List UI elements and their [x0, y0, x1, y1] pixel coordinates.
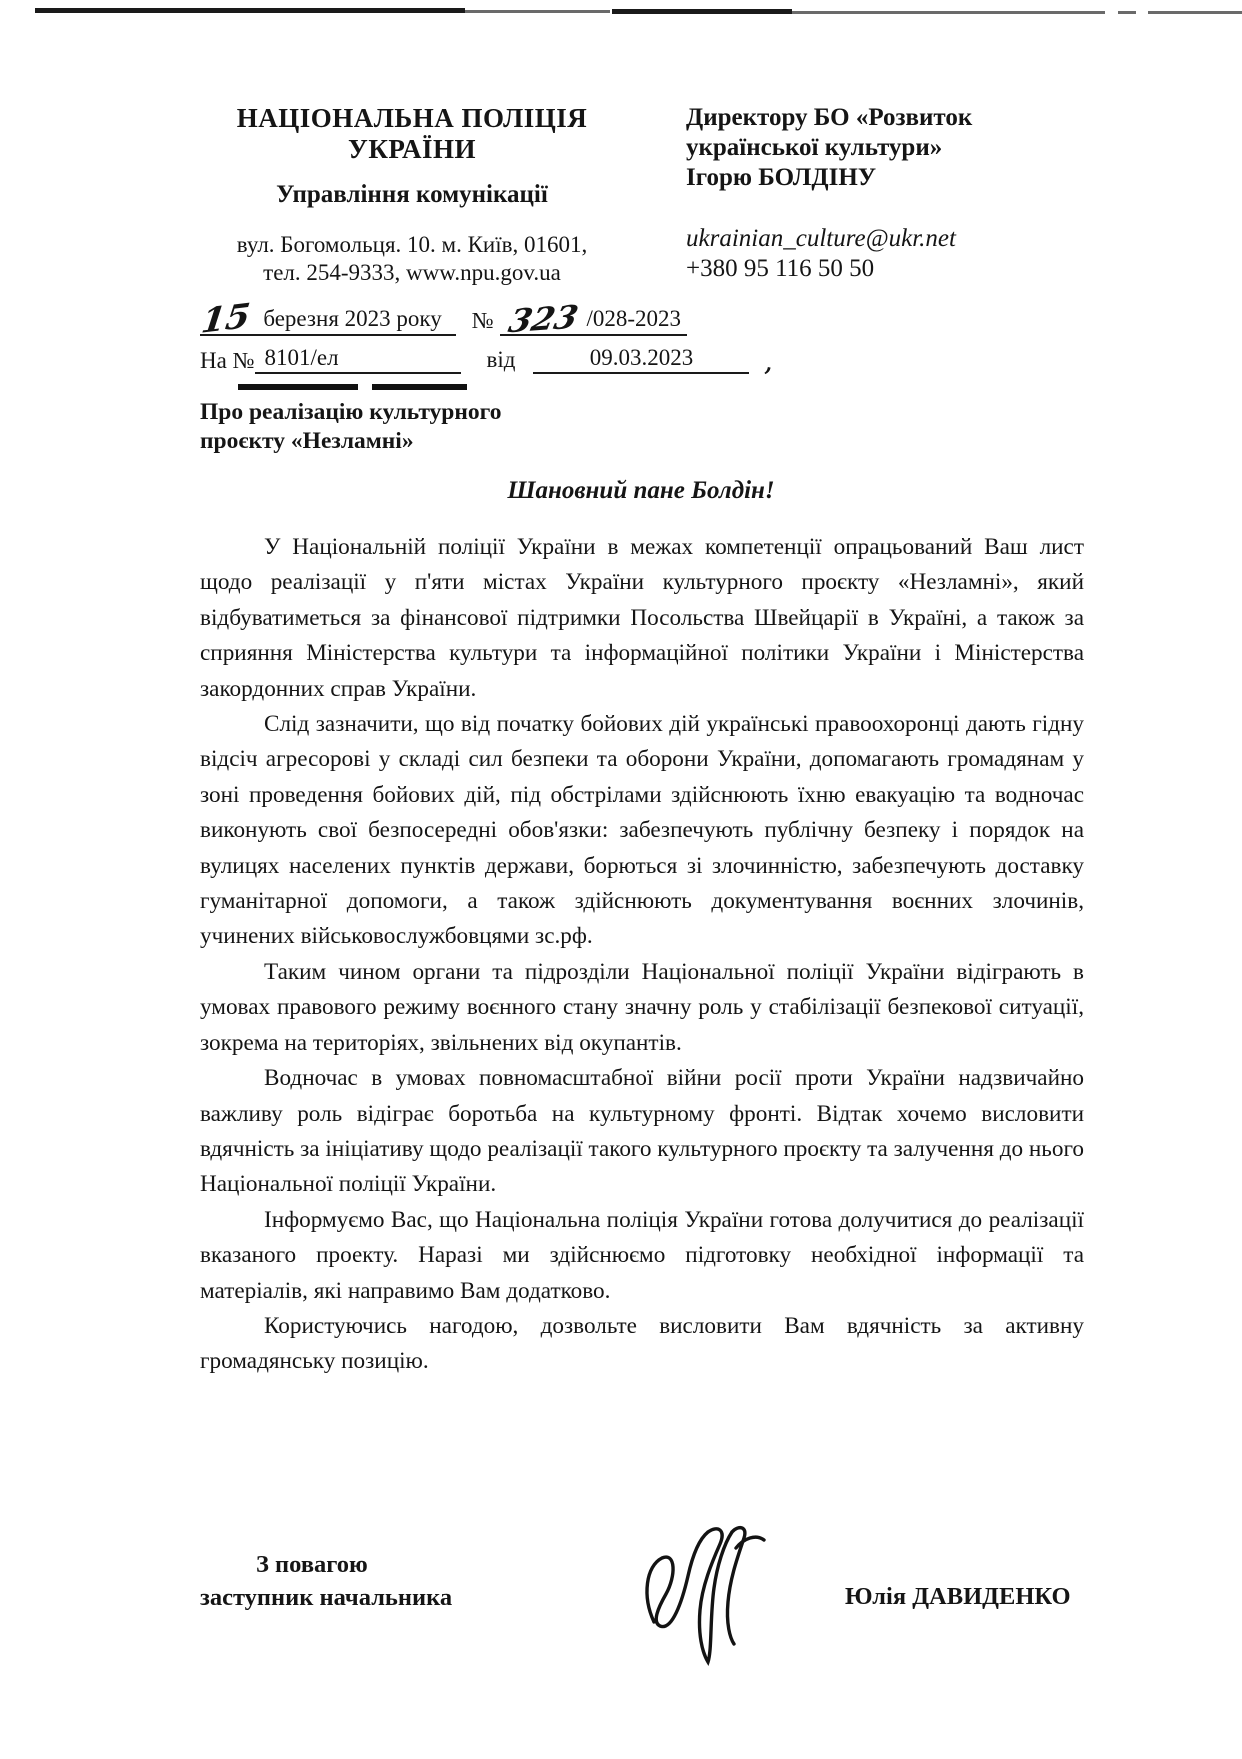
- handwritten-number: 323: [505, 297, 582, 341]
- scan-artifact-underline: [238, 384, 358, 390]
- recipient-phone: +380 95 116 50 50: [686, 255, 875, 282]
- subject-line1: Про реалізацію культурного: [200, 399, 502, 425]
- org-phone-web: тел. 254-9333, www.npu.gov.ua: [263, 260, 561, 285]
- closing-line1: З повагою: [256, 1551, 368, 1578]
- subject-line2: проєкту «Незламні»: [200, 428, 414, 454]
- signer-name: Юлія ДАВИДЕНКО: [845, 1583, 1071, 1610]
- scan-artifact-underline: [372, 384, 467, 390]
- handwritten-day: 15: [198, 296, 253, 342]
- reply-number: 8101/ел: [255, 345, 461, 374]
- paragraph: Інформуємо Вас, що Національна поліція України готова долучитися до реалізації вказаного проекту. Наразі ми здійснюємо підготовку необхідної інформації та матеріалів, які направимо Вам додатково.: [200, 1206, 1084, 1304]
- subject: [200, 398, 560, 456]
- scan-artifact-topline: [35, 8, 465, 13]
- paragraph: Слід зазначити, що від початку бойових дій українські правоохоронці дають гідну відсіч агресорові у складі сил безпеки та оборони України, допомагають громадянам у зоні проведення бойових дій, під обстрілами здійснюють їхню евакуацію та водночас виконують свої безпосередні обов'язки: забезпечують публічну безпеку і порядок на вулицях населених пунктів держави, борються зі злочинністю, забезпечують доставку гуманітарної допомоги, а також здійснюють документування воєнних злочинів, учинених військовослужбовцями зс.рф.: [200, 711, 1084, 950]
- closing-block: [200, 1548, 530, 1614]
- reply-label: На №: [200, 348, 255, 373]
- paragraph: У Національній поліції України в межах компетенції опрацьований Ваш лист щодо реалізації у п'яти містах України культурного проєкту «Незламні», який відбуватиметься за фінансової підтримки Посольства Швейцарії в Україні, а також за сприяння Міністерства культури та інформаційної політики України і Міністерства закордонних справ України.: [200, 534, 1084, 702]
- paragraph: Таким чином органи та підрозділи Національної поліції України відіграють в умовах правового режиму воєнного стану значну роль у стабілізації безпекової ситуації, зокрема на територіях, звільнених від окупантів.: [200, 958, 1084, 1056]
- scan-artifact-topline: [612, 9, 792, 14]
- recipient-title-line1: Директору БО «Розвиток: [686, 104, 973, 131]
- paragraph: Користуючись нагодою, дозвольте висловити Вам вдячність за активну громадянську позицію.: [200, 1312, 1084, 1375]
- scan-artifact-mark: ʼ: [756, 361, 774, 398]
- scan-artifact-topline: [1148, 11, 1242, 14]
- number-label: №: [471, 308, 494, 333]
- letter-body: [200, 530, 1084, 1380]
- paragraph: Водночас в умовах повномасштабної війни росії проти України надзвичайно важливу роль відіграє боротьба на культурному фронті. Відтак хочемо висловити вдячність за ініціативу щодо реалізації такого культурного проєкту та залучення до нього Національної поліції України.: [200, 1065, 1084, 1198]
- salutation: Шановний пане Болдін!: [507, 477, 775, 504]
- scan-artifact-topline: [1118, 11, 1136, 14]
- org-address: вул. Богомольця. 10. м. Київ, 01601,: [236, 232, 588, 257]
- scan-artifact-topline: [792, 11, 1105, 14]
- reference-block: [198, 296, 860, 374]
- handwritten-signature: [632, 1518, 772, 1678]
- date-text: березня 2023 року: [263, 306, 442, 331]
- org-name-line2: УКРАЇНИ: [348, 134, 476, 164]
- recipient-email: ukrainian_culture@ukr.net: [686, 225, 956, 252]
- department-name: Управління комунікації: [276, 181, 548, 208]
- closing-line2: заступник начальника: [200, 1584, 453, 1611]
- number-suffix: /028-2023: [586, 306, 682, 331]
- reply-date: 09.03.2023: [533, 345, 749, 374]
- letterhead: [198, 103, 626, 287]
- recipient-title-line2: української культури»: [686, 134, 943, 161]
- scan-artifact-topline: [465, 10, 610, 13]
- org-name-line1: НАЦІОНАЛЬНА ПОЛІЦІЯ: [236, 103, 588, 133]
- recipient-name: Ігорю БОЛДІНУ: [686, 164, 877, 191]
- recipient-block: [686, 103, 1096, 283]
- reply-from-label: від: [486, 347, 516, 372]
